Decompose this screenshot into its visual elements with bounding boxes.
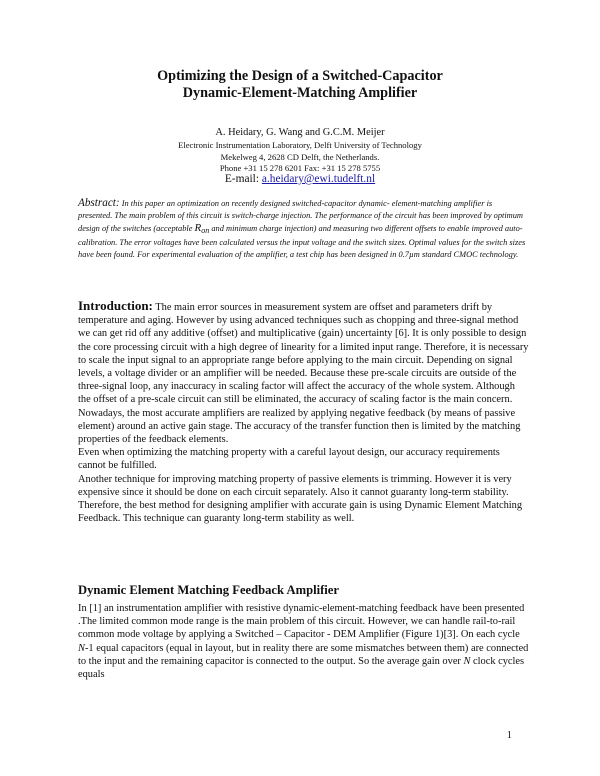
abstract-text-1: In this paper an optimization on recently designed switched-capacitor dynamic- element-matching amplifier is presented. The main problem of this circuit is switch-charge injection. The performance of the circuit has been improved by optimum design of the switches (acceptable xyxy=(78,199,523,233)
email-link[interactable]: a.heidary@ewi.tudelft.nl xyxy=(261,173,376,185)
paper-title-line-1: Optimizing the Design of a Switched-Capacitor xyxy=(157,68,443,84)
intro-paragraph-4: Another technique for improving matching property of passive elements is trimming. However it is very expensive since it should be done on each circuit separately. Also it cannot guaranty long-term stability. Therefore, the best method for designing amplifier with accurate gain is using Dynamic Element Matching Feedback. This technique can guaranty long-term stability as well. xyxy=(78,473,523,525)
email-label: E-mail: xyxy=(224,173,262,185)
section-2-body xyxy=(78,602,530,681)
sec2-n-symbol-1: N xyxy=(78,642,85,654)
abstract-text-2: and minimum charge injection) and measuring two different offsets to enable improved auto-calibration. The error voltages have been calculated versus the input voltage and the switch sizes. Optimal values for the switch sizes have been found. For experimental evaluation of the amplifier, a test chip has been designed in 0.7µm standard CMOC technology. xyxy=(78,224,526,259)
sec2-text-3: clock cycles equals xyxy=(78,655,525,681)
intro-paragraph-3: Even when optimizing the matching property with a careful layout design, our accuracy requirements cannot be fulfilled. xyxy=(78,447,500,472)
affiliation-line-1: Electronic Instrumentation Laboratory, Delft University of Technology xyxy=(178,140,422,150)
r-on-subscript: on xyxy=(201,226,210,235)
paper-title-line-2: Dynamic-Element-Matching Amplifier xyxy=(182,85,418,101)
r-on-symbol: R xyxy=(194,222,202,234)
intro-text-1: The main error sources in measurement system are offset and parameters drift by temperature and aging. However by using advanced techniques such as chopping and three-signal method we can get rid off any additive (offset) and multiplicative (gain) uncertainty [6]. It is only possible to design the core processing circuit with a high degree of linearity for a limited input range. Therefore, it is necessary to scale the input signal to an appropriate range before applying to the main circuit. Depending on signal levels, a voltage divider or an amplifier will be needed. Because these pre-scale circuits are outside of the three-signal loop, any inaccuracy in scaling factor will affect the accuracy of the whole system. Although the offset of a pre-scale circuit can still be eliminated, the accuracy of scaling factor is the main concern. xyxy=(78,302,529,406)
sec2-text-1: In [1] an instrumentation amplifier with resistive dynamic-element-matching feedback have been presented .The limited common mode range is the main problem of this circuit. However, we can handle rail-to-rail common mode voltage by applying a Switched – Capacitor - DEM Amplifier (Figure 1)[3]. On each cycle xyxy=(78,603,525,641)
intro-paragraph-2: Nowadays, the most accurate amplifiers are realized by applying negative feedback (by means of passive element) around an active gain stage. The accuracy of the transfer function then is limited by the matching properties of the feedback elements. xyxy=(78,407,521,446)
affiliation-line-2: Mekelweg 4, 2628 CD Delft, the Netherlands. xyxy=(220,152,380,162)
abstract-heading: Abstract: xyxy=(78,197,120,209)
email-line xyxy=(0,173,600,185)
introduction-section xyxy=(78,299,530,525)
sec2-text-2: -1 equal capacitors (equal in layout, but in reality there are some mismatches between them) are connected to the input and the remaining capacitor is connected to the output. So the average gain over xyxy=(78,642,529,667)
abstract xyxy=(78,197,526,261)
affiliation-line-3: Phone +31 15 278 6201 Fax: +31 15 278 5755 xyxy=(219,163,381,173)
section-2-heading: Dynamic Element Matching Feedback Amplifier xyxy=(78,583,339,597)
sec2-n-symbol-2: N xyxy=(463,655,471,667)
page-number: 1 xyxy=(506,730,512,741)
intro-heading: Introduction: xyxy=(78,298,153,313)
section-2-paragraph xyxy=(78,602,530,681)
intro-paragraph-1 xyxy=(78,299,530,407)
authors: A. Heidary, G. Wang and G.C.M. Meijer xyxy=(215,127,385,138)
